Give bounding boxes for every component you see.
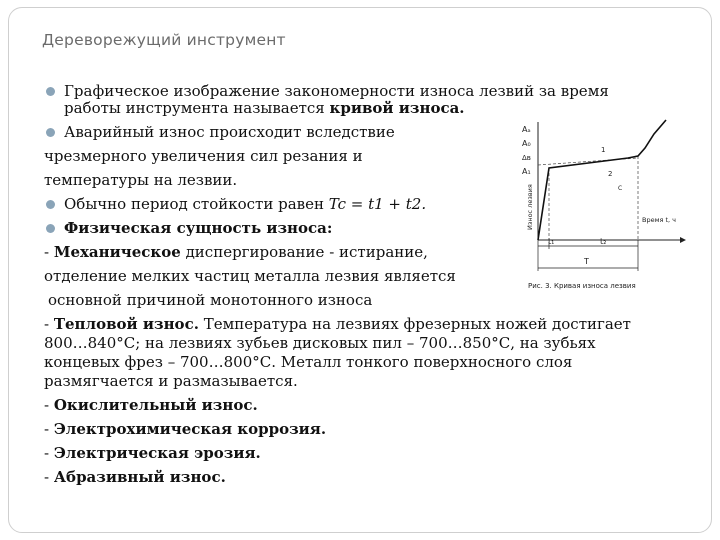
bullet-4-heading: Физическая сущность износа:: [64, 219, 333, 237]
bullet-2-line-1: Аварийный износ происходит вследствие: [64, 123, 395, 141]
bullet-marker: [46, 87, 55, 96]
mechanical-line-3: основной причиной монотонного износа: [48, 291, 373, 309]
y-label-a0: A₀: [522, 139, 531, 148]
mechanical-line-1: [44, 244, 428, 261]
oxidation-term: Окислительный износ.: [53, 396, 258, 414]
bullet-2-line-2: чрезмерного увеличения сил резания и: [44, 147, 363, 165]
figure-caption: Рис. 3. Кривая износа лезвия: [528, 282, 636, 290]
bullet-marker: [46, 200, 55, 209]
bullet-3-text: Обычно период стойкости равен: [64, 195, 329, 213]
dash: -: [44, 468, 54, 486]
dash: -: [44, 243, 54, 261]
mechanical-line-2: отделение мелких частиц металла лезвия является: [44, 267, 456, 285]
thermal-line-2: 800…840°С; на лезвиях зубьев дисковых пил – 700…850°С, на зубьях: [44, 334, 596, 352]
wear-curve-figure: [508, 118, 688, 293]
label-T: T: [584, 257, 589, 266]
corrosion-term: Электрохимическая коррозия.: [53, 420, 327, 438]
mark-c: С: [618, 185, 623, 192]
bullet-1-line-2: [64, 100, 465, 117]
thermal-term: Тепловой износ.: [53, 315, 199, 333]
mark-1: 1: [601, 146, 606, 154]
dash: -: [44, 444, 54, 462]
corrosion-line: [44, 421, 326, 438]
y-label-a: Aₐ: [522, 125, 531, 134]
erosion-term: Электрическая эрозия.: [53, 444, 261, 462]
y-axis-label: Износ лезвия: [526, 184, 534, 230]
bullet-2-line-3: температуры на лезвии.: [44, 171, 238, 189]
oxidation-line: [44, 397, 258, 414]
thermal-line-1: [44, 316, 631, 333]
mechanical-text: диспергирование - истирание,: [180, 243, 428, 261]
bullet-1-term: кривой износа.: [329, 99, 465, 117]
y-label-delta: Δв: [522, 154, 531, 162]
erosion-line: [44, 445, 261, 462]
bullet-1-text: работы инструмента называется: [64, 99, 330, 117]
x-axis-label: Время t, ч: [642, 216, 676, 224]
bullet-1-line-1: Графическое изображение закономерности износа лезвий за время: [64, 82, 609, 100]
dash: -: [44, 396, 54, 414]
label-t1: t₁: [548, 237, 555, 246]
thermal-line-4: размягчается и размазывается.: [44, 372, 298, 390]
slide-title: Дереворежущий инструмент: [42, 31, 286, 49]
x-axis-arrow: [680, 237, 686, 243]
dash: -: [44, 420, 54, 438]
label-t2: t₂: [600, 237, 607, 246]
stability-formula: Tc = t1 + t2.: [328, 195, 427, 213]
abrasion-term: Абразивный износ.: [53, 468, 226, 486]
y-label-a1: A₁: [522, 167, 531, 176]
bullet-marker: [46, 128, 55, 137]
bullet-3-line: [64, 196, 426, 213]
dash: -: [44, 315, 54, 333]
thermal-text: Температура на лезвиях фрезерных ножей достигает: [198, 315, 631, 333]
mechanical-term: Механическое: [53, 243, 181, 261]
abrasion-line: [44, 469, 226, 486]
mark-2: 2: [608, 170, 613, 178]
thermal-line-3: концевых фрез – 700…800°С. Металл тонкого поверхносного слоя: [44, 353, 573, 371]
bullet-marker: [46, 224, 55, 233]
